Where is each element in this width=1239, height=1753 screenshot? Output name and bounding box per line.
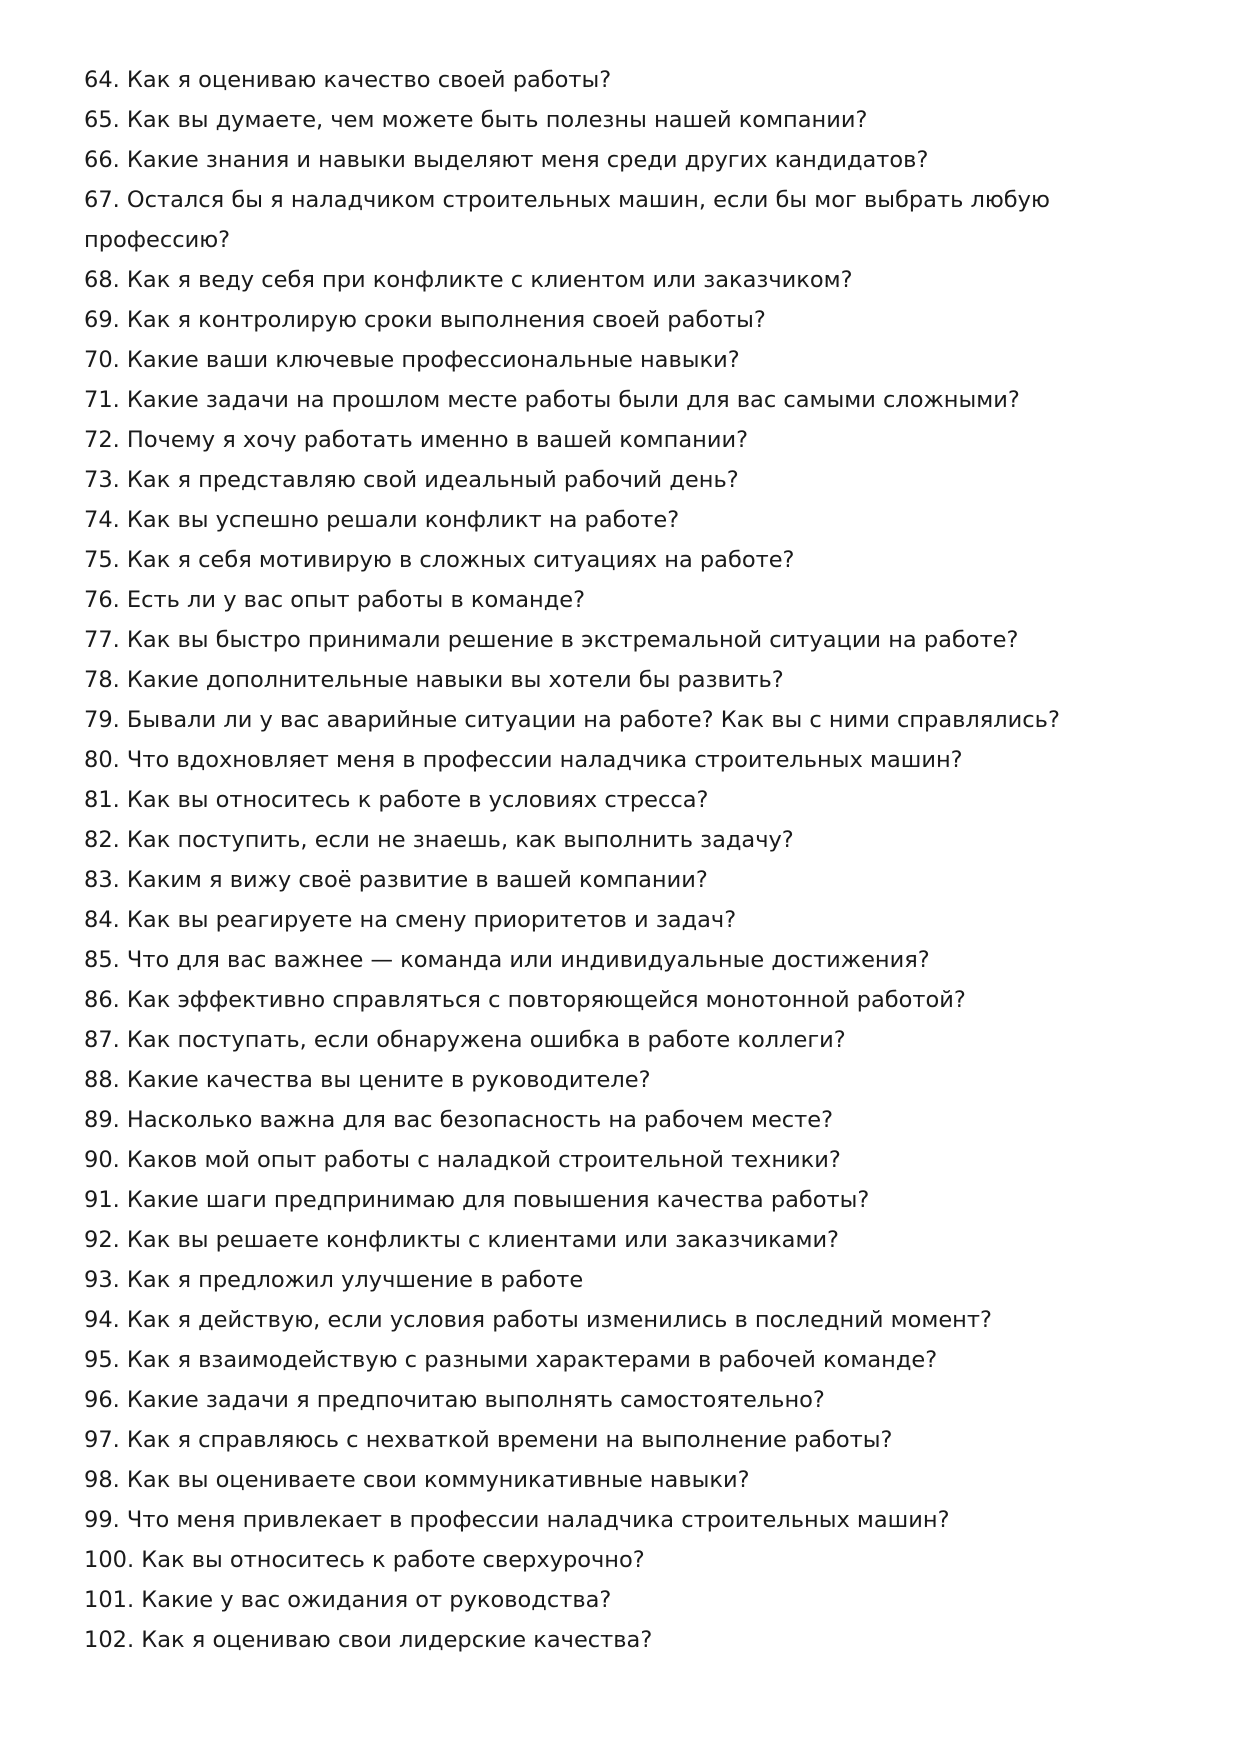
question-item: 101. Какие у вас ожидания от руководства? [84,1587,612,1613]
question-item: 72. Почему я хочу работать именно в вашей компании? [84,427,749,453]
question-item: 89. Насколько важна для вас безопасность на рабочем месте? [84,1107,834,1133]
question-item: 64. Как я оцениваю качество своей работы? [84,67,612,93]
question-item: 92. Как вы решаете конфликты с клиентами или заказчиками? [84,1227,840,1253]
question-item: 86. Как эффективно справляться с повторяющейся монотонной работой? [84,987,966,1013]
question-item: 91. Какие шаги предпринимаю для повышения качества работы? [84,1187,870,1213]
question-item: 98. Как вы оцениваете свои коммуникативные навыки? [84,1467,750,1493]
question-item: 66. Какие знания и навыки выделяют меня среди других кандидатов? [84,147,929,173]
question-item: 100. Как вы относитесь к работе сверхурочно? [84,1547,645,1573]
question-item: 94. Как я действую, если условия работы изменились в последний момент? [84,1307,992,1333]
question-item: 84. Как вы реагируете на смену приоритетов и задач? [84,907,737,933]
question-item: 67. Остался бы я наладчиком строительных машин, если бы мог выбрать любую профессию? [84,187,1050,253]
question-list [84,60,1164,1660]
question-item: 71. Какие задачи на прошлом месте работы были для вас самыми сложными? [84,387,1020,413]
question-item: 93. Как я предложил улучшение в работе [84,1267,584,1293]
question-item: 69. Как я контролирую сроки выполнения своей работы? [84,307,766,333]
question-item: 65. Как вы думаете, чем можете быть полезны нашей компании? [84,107,868,133]
question-item: 96. Какие задачи я предпочитаю выполнять самостоятельно? [84,1387,825,1413]
question-item: 90. Каков мой опыт работы с наладкой строительной техники? [84,1147,841,1173]
question-item: 88. Какие качества вы цените в руководителе? [84,1067,651,1093]
question-item: 75. Как я себя мотивирую в сложных ситуациях на работе? [84,547,795,573]
question-item: 79. Бывали ли у вас аварийные ситуации на работе? Как вы с ними справлялись? [84,707,1060,733]
question-item: 95. Как я взаимодействую с разными характерами в рабочей команде? [84,1347,938,1373]
question-item: 82. Как поступить, если не знаешь, как выполнить задачу? [84,827,794,853]
question-item: 81. Как вы относитесь к работе в условиях стресса? [84,787,709,813]
question-item: 73. Как я представляю свой идеальный рабочий день? [84,467,739,493]
question-item: 97. Как я справляюсь с нехваткой времени на выполнение работы? [84,1427,893,1453]
question-item: 70. Какие ваши ключевые профессиональные навыки? [84,347,740,373]
question-item: 80. Что вдохновляет меня в профессии наладчика строительных машин? [84,747,963,773]
question-item: 76. Есть ли у вас опыт работы в команде? [84,587,586,613]
question-item: 77. Как вы быстро принимали решение в экстремальной ситуации на работе? [84,627,1019,653]
question-item: 99. Что меня привлекает в профессии наладчика строительных машин? [84,1507,950,1533]
question-item: 78. Какие дополнительные навыки вы хотели бы развить? [84,667,784,693]
question-item: 83. Каким я вижу своё развитие в вашей компании? [84,867,708,893]
question-item: 74. Как вы успешно решали конфликт на работе? [84,507,680,533]
question-item: 102. Как я оцениваю свои лидерские качества? [84,1627,653,1653]
question-item: 87. Как поступать, если обнаружена ошибка в работе коллеги? [84,1027,846,1053]
question-item: 68. Как я веду себя при конфликте с клиентом или заказчиком? [84,267,853,293]
question-item: 85. Что для вас важнее — команда или индивидуальные достижения? [84,947,930,973]
